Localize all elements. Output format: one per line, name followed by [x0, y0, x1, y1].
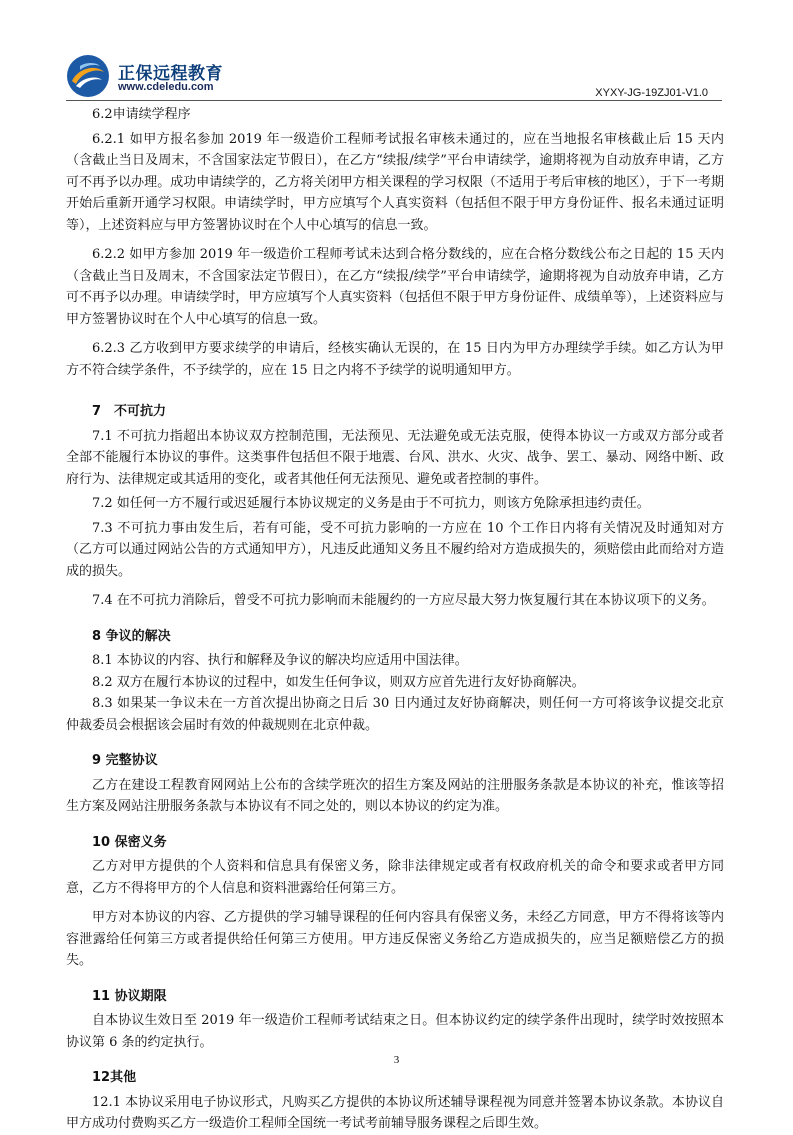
clause-8-3: 8.3 如果某一争议未在一方首次提出协商之日后 30 日内通过友好协商解决，则任何一方可将该争议提交北京仲裁委员会根据该会届时有效的仲裁规则在北京仲裁。 — [66, 696, 724, 733]
clause-8-2: 8.2 双方在履行本协议的过程中，如发生任何争议，则双方应首先进行友好协商解决。 — [92, 674, 585, 690]
clause-11: 自本协议生效日至 2019 年一级造价工程师考试结束之日。但本协议约定的续学条件出现时，续学时效按照本协议第 6 条的约定执行。 — [66, 1013, 724, 1050]
clause-7-3: 7.3 不可抗力事由发生后，若有可能，受不可抗力影响的一方应在 10 个工作日内将有关情况及时通知对方（乙方可以通过网站公告的方式通知甲方），凡违反此通知义务且不履约给对方造成损失的，须赔偿由此而给对方造成的损失。 — [66, 520, 724, 579]
heading-12-other: 12其他 — [92, 1070, 137, 1085]
header-rule — [66, 100, 722, 101]
agreement-body — [66, 104, 724, 1135]
clause-6-2-1: 6.2.1 如甲方报名参加 2019 年一级造价工程师考试报名审核未通过的，应在当地报名审核截止后 15 天内（含截止当日及周末，不含国家法定节假日），在乙方“续报/续学”平台申请续学，逾期将视为自动放弃申请，乙方可不再予以办理。成功申请续学的，乙方将关闭甲方相关课程的学习权限（不适用于考后审核的地区），于下一考期开始后重新开通学习权限。申请续学时，甲方应填写个人真实资料（包括但不限于甲方身份证件、报名未通过证明等），上述资料应与甲方签署协议时在个人中心填写的信息一致。 — [66, 131, 724, 233]
clause-7-4: 7.4 在不可抗力消除后，曾受不可抗力影响而未能履约的一方应尽最大努力恢复履行其在本协议项下的义务。 — [92, 593, 715, 608]
heading-7-force-majeure: 7 不可抗力 — [92, 404, 167, 419]
clause-12-1: 12.1 本协议采用电子协议形式，凡购买乙方提供的本协议所述辅导课程视为同意并签署本协议条款。本协议自甲方成功付费购买乙方一级造价工程师全国统一考试考前辅导服务课程之后即生效。 — [66, 1094, 724, 1131]
clause-7-1: 7.1 不可抗力指超出本协议双方控制范围，无法预见、无法避免或无法克服，使得本协议一方或双方部分或者全部不能履行本协议的事件。这类事件包括但不限于地震、台风、洪水、火灾、战争、罢工、暴动、网络中断、政府行为、法律规定或其适用的变化，或者其他任何无法预见、避免或者控制的事件。 — [66, 428, 724, 487]
clause-7-2: 7.2 如任何一方不履行或迟延履行本协议规定的义务是由于不可抗力，则该方免除承担违约责任。 — [92, 496, 650, 511]
cdeledu-logo-icon — [66, 54, 110, 98]
clause-6-2-2: 6.2.2 如甲方参加 2019 年一级造价工程师考试未达到合格分数线的，应在合格分数线公布之日起的 15 天内（含截止当日及周末，不含国家法定节假日），在乙方“续报/续学”平台申请续学，逾期将视为自动放弃申请，乙方可不再予以办理。申请续学时，甲方应填写个人真实资料（包括但不限于甲方身份证件、成绩单等），上述资料应与甲方签署协议时在个人中心填写的信息一致。 — [66, 247, 724, 327]
clause-10-b: 甲方对本协议的内容、乙方提供的学习辅导课程的任何内容具有保密义务，未经乙方同意，甲方不得将该等内容泄露给任何第三方或者提供给任何第三方使用。甲方违反保密义务给乙方造成损失的，应当足额赔偿乙方的损失。 — [66, 910, 724, 968]
heading-10-confidentiality: 10 保密义务 — [92, 834, 167, 850]
page-number: 3 — [393, 1054, 400, 1066]
brand-name: 正保远程教育 — [118, 64, 223, 84]
clause-10-a: 乙方对甲方提供的个人资料和信息具有保密义务，除非法律规定或者有权政府机关的命令和要求或者甲方同意，乙方不得将甲方的个人信息和资料泄露给任何第三方。 — [66, 859, 724, 896]
section-6-2-title: 6.2申请续学程序 — [92, 107, 191, 122]
heading-9-entire-agreement: 9 完整协议 — [92, 753, 158, 768]
heading-11-term: 11 协议期限 — [92, 988, 167, 1004]
clause-9: 乙方在建设工程教育网网站上公布的含续学班次的招生方案及网站的注册服务条款是本协议的补充，惟该等招生方案及网站注册服务条款与本协议有不同之处的，则以本协议的约定为准。 — [66, 777, 724, 814]
heading-8-disputes: 8 争议的解决 — [92, 628, 171, 644]
clause-6-2-3: 6.2.3 乙方收到甲方要求续学的申请后，经核实确认无误的，在 15 日内为甲方办理续学手续。如乙方认为甲方不符合续学条件，不予续学的，应在 15 日之内将不予续学的说明通知甲方。 — [66, 341, 724, 378]
page-header — [66, 54, 716, 98]
website-url: www.cdeledu.com — [118, 81, 214, 93]
document-code: XYXY-JG-19ZJ01-V1.0 — [595, 87, 708, 99]
clause-8-1: 8.1 本协议的内容、执行和解释及争议的解决均应适用中国法律。 — [92, 653, 468, 668]
